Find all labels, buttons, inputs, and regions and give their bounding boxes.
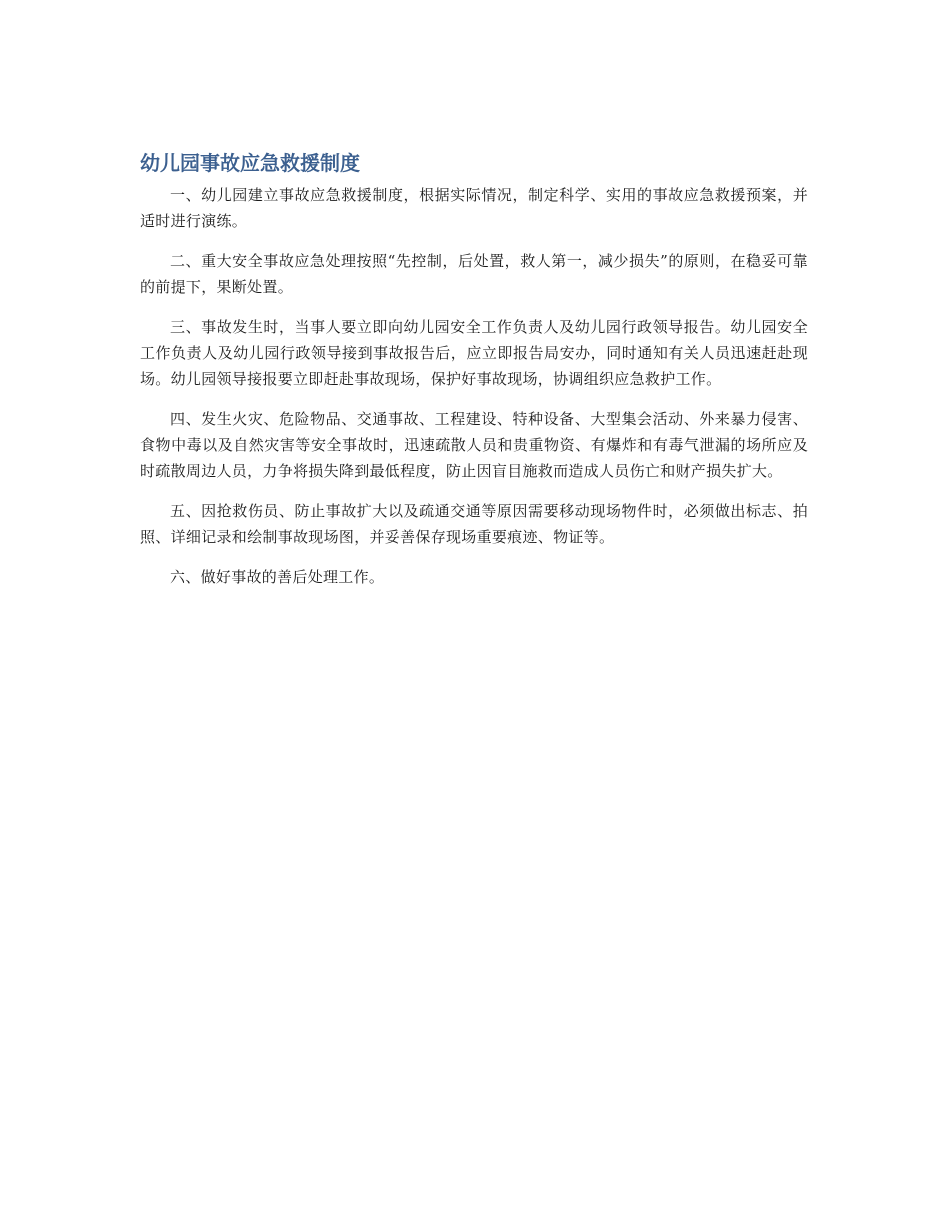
paragraph-6: 六、做好事故的善后处理工作。 [170,568,385,586]
paragraph-2: 二、重大安全事故应急处理按照“先控制，后处置，救人第一，减少损失”的原则，在稳妥可靠的前提下，果断处置。 [140,252,808,296]
paragraph-3: 三、事故发生时，当事人要立即向幼儿园安全工作负责人及幼儿园行政领导报告。幼儿园安全工作负责人及幼儿园行政领导接到事故报告后，应立即报告局安办，同时通知有关人员迅速赶赴现场。幼儿园领导接报要立即赶赴事故现场，保护好事故现场，协调组织应急救护工作。 [140,318,808,388]
document-body [140,148,808,604]
paragraph-4: 四、发生火灾、危险物品、交通事故、工程建设、特种设备、大型集会活动、外来暴力侵害、食物中毒以及自然灾害等安全事故时，迅速疏散人员和贵重物资、有爆炸和有毒气泄漏的场所应及时疏散周边人员，力争将损失降到最低程度，防止因盲目施救而造成人员伤亡和财产损失扩大。 [140,410,808,480]
document-title: 幼儿园事故应急救援制度 [140,151,360,175]
paragraph-1: 一、幼儿园建立事故应急救援制度，根据实际情况，制定科学、实用的事故应急救援预案，并适时进行演练。 [140,186,808,230]
paragraph-5: 五、因抢救伤员、防止事故扩大以及疏通交通等原因需要移动现场物件时，必须做出标志、拍照、详细记录和绘制事故现场图，并妥善保存现场重要痕迹、物证等。 [140,502,808,546]
